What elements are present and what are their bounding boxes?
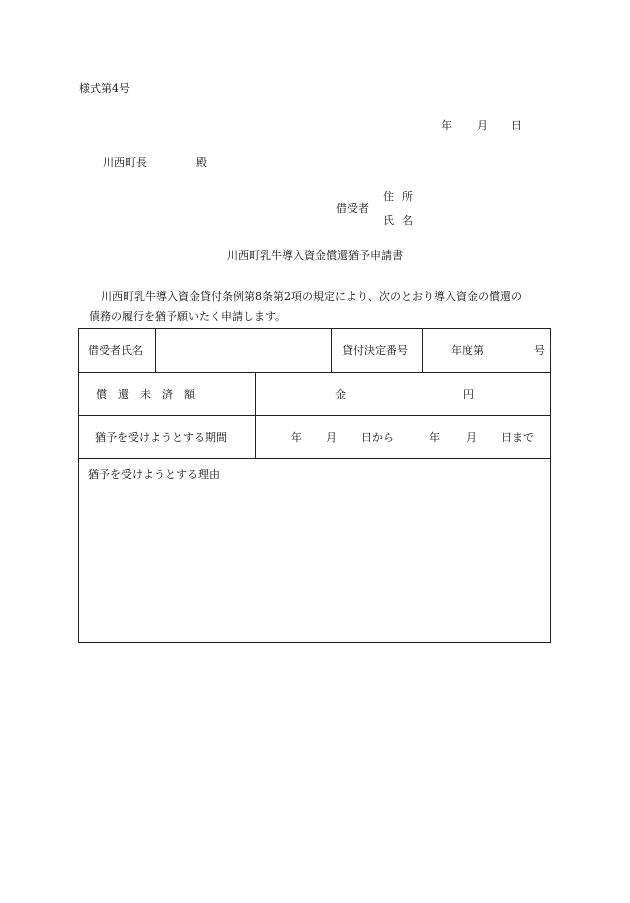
deferment-reason-label: 猶予を受けようとする理由 [88,468,220,481]
table-rule [155,329,156,372]
deferment-period-label: 猶予を受けようとする期間 [95,431,227,444]
date-day-label: 日 [511,119,522,132]
date-year-label: 年 [441,119,452,132]
loan-decision-number-label: 貸付決定番号 [342,344,408,357]
period-to-day: 日まで [501,431,534,444]
unpaid-amount-label: 償 還 未 済 額 [96,388,195,401]
borrower-name-label: 借受者氏名 [88,344,143,357]
addressee-honorific: 殿 [196,156,207,169]
period-to-month: 月 [466,431,477,444]
name-label: 氏名 [383,214,421,227]
table-rule [79,372,550,373]
table-rule [79,415,550,416]
deferment-reason-field[interactable] [88,489,538,634]
address-label: 住所 [383,190,421,203]
table-rule [255,372,256,458]
form-number: 様式第4号 [79,82,130,95]
fiscal-year-label: 年度第 [451,344,484,357]
number-suffix: 号 [534,344,545,357]
period-from-month: 月 [326,431,337,444]
body-text-line-2: 債務の履行を猶予願いたく申請します。 [89,310,287,323]
amount-prefix: 金 [335,388,346,401]
table-rule [79,458,550,459]
date-month-label: 月 [477,119,488,132]
amount-suffix: 円 [463,388,474,401]
addressee-mayor: 川西町長 [103,156,147,169]
period-from-day: 日から [361,431,394,444]
borrower-label: 借受者 [336,202,369,215]
table-rule [331,329,332,372]
period-from-year: 年 [291,431,302,444]
body-text [79,287,554,327]
application-form-table [78,328,551,643]
body-text-line-1: 川西町乳牛導入資金貸付条例第8条第2項の規定により、次のとおり導入資金の償還の [101,290,522,303]
period-to-year: 年 [429,431,440,444]
table-rule [422,329,423,372]
document-title: 川西町乳牛導入資金償還猶予申請書 [227,249,403,262]
borrower-name-field[interactable] [159,333,327,368]
